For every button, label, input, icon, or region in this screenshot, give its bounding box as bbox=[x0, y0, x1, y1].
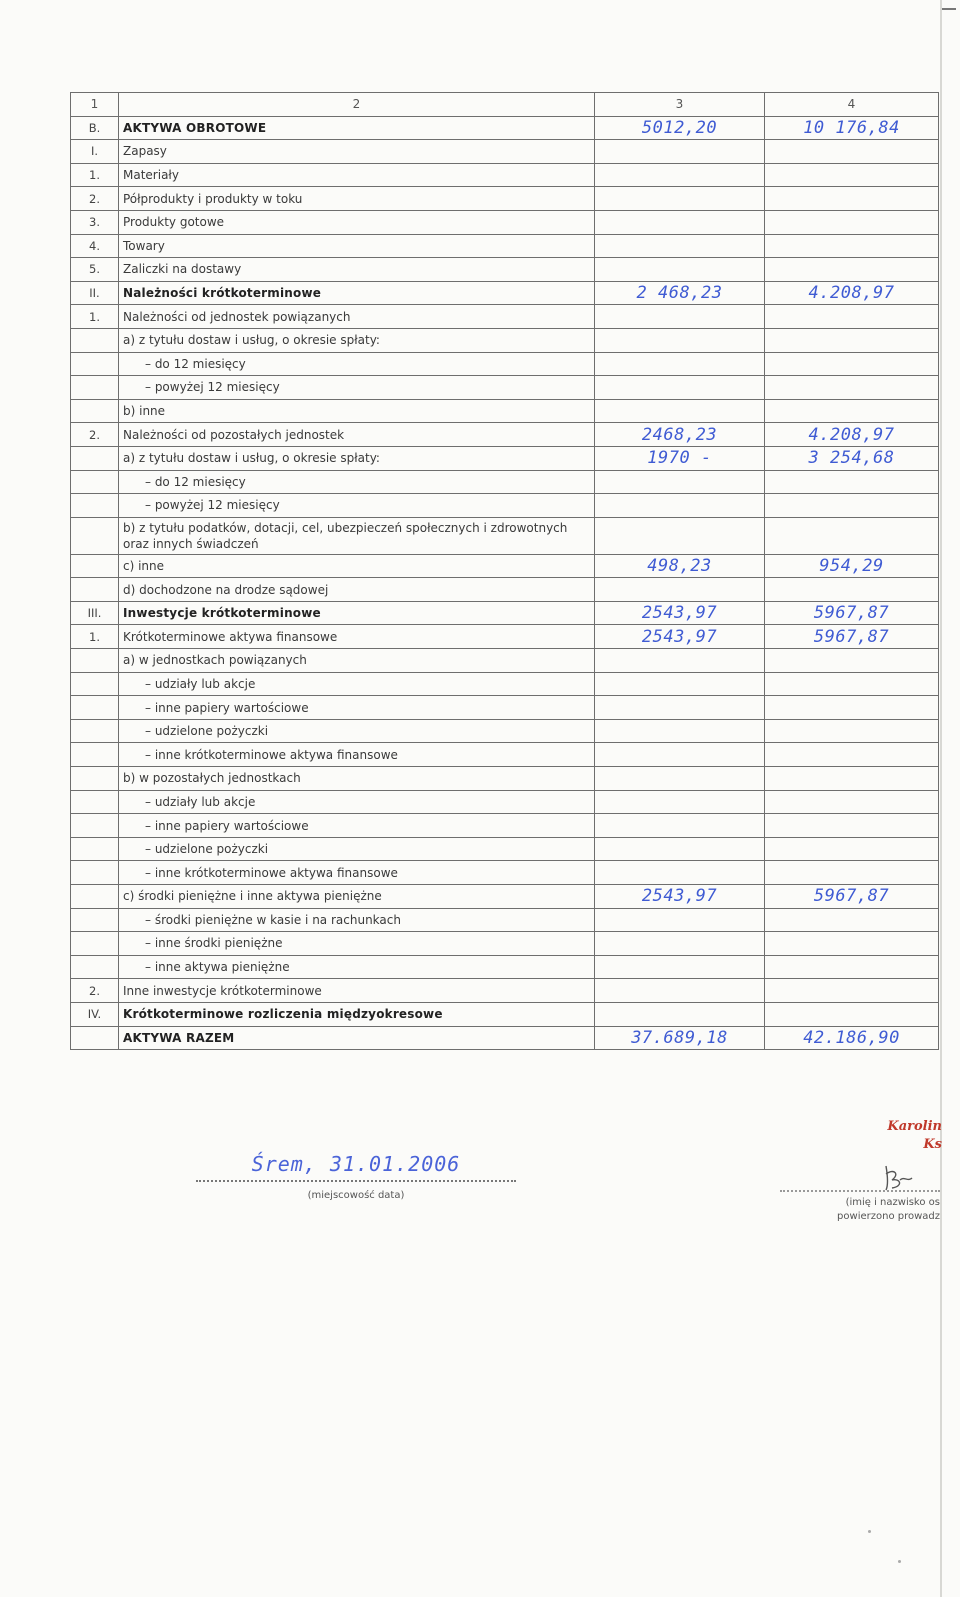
row-number: IV. bbox=[71, 1002, 119, 1026]
value-col-4 bbox=[765, 470, 939, 494]
table-row bbox=[71, 743, 939, 767]
row-label bbox=[119, 578, 595, 602]
table-row bbox=[71, 885, 939, 909]
table-row bbox=[71, 258, 939, 282]
table-row bbox=[71, 399, 939, 423]
value-col-3 bbox=[595, 861, 765, 885]
value-col-3 bbox=[595, 767, 765, 791]
value-col-3: 498,23 bbox=[595, 554, 765, 578]
row-label bbox=[119, 979, 595, 1003]
value-col-3 bbox=[595, 649, 765, 673]
value-col-3: 2543,97 bbox=[595, 885, 765, 909]
value-col-3 bbox=[595, 908, 765, 932]
row-number bbox=[71, 446, 119, 470]
row-number bbox=[71, 932, 119, 956]
row-number: 3. bbox=[71, 210, 119, 234]
value-col-3: 37.689,18 bbox=[595, 1026, 765, 1050]
row-label-text: – do 12 miesięcy bbox=[145, 356, 246, 371]
row-number bbox=[71, 352, 119, 376]
value-col-4 bbox=[765, 955, 939, 979]
row-number bbox=[71, 517, 119, 554]
row-label bbox=[119, 140, 595, 164]
value-col-4 bbox=[765, 649, 939, 673]
row-number: I. bbox=[71, 140, 119, 164]
row-number bbox=[71, 908, 119, 932]
value-col-3 bbox=[595, 234, 765, 258]
table-row bbox=[71, 649, 939, 673]
row-label bbox=[119, 399, 595, 423]
value-col-4 bbox=[765, 908, 939, 932]
table-row bbox=[71, 554, 939, 578]
row-label bbox=[119, 908, 595, 932]
value-col-3 bbox=[595, 399, 765, 423]
scan-speck bbox=[898, 1560, 901, 1563]
row-label-text: AKTYWA OBROTOWE bbox=[123, 120, 267, 135]
row-label bbox=[119, 234, 595, 258]
row-number bbox=[71, 554, 119, 578]
row-label bbox=[119, 625, 595, 649]
value-col-3 bbox=[595, 837, 765, 861]
row-number bbox=[71, 814, 119, 838]
row-label bbox=[119, 116, 595, 140]
table-row bbox=[71, 696, 939, 720]
scan-mark bbox=[942, 8, 956, 10]
value-col-4 bbox=[765, 767, 939, 791]
row-label-text: Zaliczki na dostawy bbox=[123, 262, 242, 277]
value-col-4 bbox=[765, 305, 939, 329]
table-row bbox=[71, 672, 939, 696]
row-label-text: – środki pieniężne w kasie i na rachunkach bbox=[145, 912, 401, 927]
value-col-4: 5967,87 bbox=[765, 601, 939, 625]
table-row bbox=[71, 517, 939, 554]
row-label-text: – inne papiery wartościowe bbox=[145, 818, 309, 833]
row-label bbox=[119, 423, 595, 447]
value-col-4 bbox=[765, 517, 939, 554]
row-label bbox=[119, 861, 595, 885]
value-col-3: 1970 - bbox=[595, 446, 765, 470]
row-number bbox=[71, 470, 119, 494]
value-col-3 bbox=[595, 814, 765, 838]
value-col-4 bbox=[765, 376, 939, 400]
row-number bbox=[71, 376, 119, 400]
row-label-text: Należności od pozostałych jednostek bbox=[123, 427, 345, 442]
row-number: 5. bbox=[71, 258, 119, 282]
table-row bbox=[71, 423, 939, 447]
value-col-3 bbox=[595, 140, 765, 164]
row-number: 2. bbox=[71, 979, 119, 1003]
value-col-4: 5967,87 bbox=[765, 885, 939, 909]
row-label-text: Produkty gotowe bbox=[123, 215, 225, 230]
value-col-3: 5012,20 bbox=[595, 116, 765, 140]
row-label bbox=[119, 210, 595, 234]
value-col-3: 2543,97 bbox=[595, 601, 765, 625]
row-label-text: b) inne bbox=[123, 404, 166, 419]
row-label-text: Należności od jednostek powiązanych bbox=[123, 309, 351, 324]
value-col-3 bbox=[595, 470, 765, 494]
row-label-text: AKTYWA RAZEM bbox=[123, 1030, 235, 1045]
value-col-4 bbox=[765, 979, 939, 1003]
table-row bbox=[71, 719, 939, 743]
value-col-3 bbox=[595, 979, 765, 1003]
row-label bbox=[119, 885, 595, 909]
row-number bbox=[71, 861, 119, 885]
value-col-3 bbox=[595, 696, 765, 720]
row-label bbox=[119, 187, 595, 211]
value-col-3 bbox=[595, 578, 765, 602]
row-label-text: – inne papiery wartościowe bbox=[145, 700, 309, 715]
table-row bbox=[71, 790, 939, 814]
table-row bbox=[71, 187, 939, 211]
table-row bbox=[71, 494, 939, 518]
company-stamp bbox=[862, 1118, 942, 1158]
signature-icon bbox=[878, 1160, 918, 1194]
row-number bbox=[71, 719, 119, 743]
row-label bbox=[119, 767, 595, 791]
table-row bbox=[71, 305, 939, 329]
row-label-text: – inne krótkoterminowe aktywa finansowe bbox=[145, 747, 398, 762]
value-col-3 bbox=[595, 719, 765, 743]
row-label-text: – powyżej 12 miesięcy bbox=[145, 380, 280, 395]
scan-speck bbox=[868, 1530, 871, 1533]
row-label bbox=[119, 376, 595, 400]
row-number: 1. bbox=[71, 163, 119, 187]
col-header-3: 3 bbox=[595, 93, 765, 117]
row-number: III. bbox=[71, 601, 119, 625]
row-label bbox=[119, 470, 595, 494]
row-label bbox=[119, 258, 595, 282]
row-label-text: a) w jednostkach powiązanych bbox=[123, 653, 307, 668]
value-col-4 bbox=[765, 163, 939, 187]
value-col-4: 954,29 bbox=[765, 554, 939, 578]
table-row bbox=[71, 578, 939, 602]
row-label-text: – inne aktywa pieniężne bbox=[145, 960, 290, 975]
row-number: 2. bbox=[71, 187, 119, 211]
row-label bbox=[119, 554, 595, 578]
row-label bbox=[119, 672, 595, 696]
value-col-3 bbox=[595, 743, 765, 767]
col-header-4: 4 bbox=[765, 93, 939, 117]
row-label-text: Zapasy bbox=[123, 144, 167, 159]
value-col-4: 3 254,68 bbox=[765, 446, 939, 470]
row-number bbox=[71, 328, 119, 352]
table-row bbox=[71, 210, 939, 234]
value-col-3 bbox=[595, 210, 765, 234]
table-row bbox=[71, 116, 939, 140]
col-header-1: 1 bbox=[71, 93, 119, 117]
row-label bbox=[119, 790, 595, 814]
row-label-text: a) z tytułu dostaw i usług, o okresie spłaty: bbox=[123, 333, 380, 348]
value-col-3 bbox=[595, 187, 765, 211]
signer-line-1: (imię i nazwisko os bbox=[845, 1197, 940, 1208]
row-label bbox=[119, 281, 595, 305]
table-row bbox=[71, 955, 939, 979]
value-col-4 bbox=[765, 672, 939, 696]
value-col-3 bbox=[595, 328, 765, 352]
row-label-text: – inne środki pieniężne bbox=[145, 936, 283, 951]
value-col-4: 4.208,97 bbox=[765, 281, 939, 305]
stamp-line-1: Karolin bbox=[887, 1119, 942, 1134]
value-col-3 bbox=[595, 517, 765, 554]
value-col-3 bbox=[595, 163, 765, 187]
table-row bbox=[71, 140, 939, 164]
table-row bbox=[71, 625, 939, 649]
row-label bbox=[119, 328, 595, 352]
table-row bbox=[71, 281, 939, 305]
row-number bbox=[71, 494, 119, 518]
value-col-4: 5967,87 bbox=[765, 625, 939, 649]
row-label-text: Krótkoterminowe aktywa finansowe bbox=[123, 629, 338, 644]
place-date-block bbox=[196, 1152, 516, 1201]
place-date-value: Śrem, 31.01.2006 bbox=[196, 1152, 516, 1182]
row-label-text: b) w pozostałych jednostkach bbox=[123, 771, 301, 786]
row-number bbox=[71, 837, 119, 861]
row-label bbox=[119, 517, 595, 554]
row-number bbox=[71, 743, 119, 767]
table-row bbox=[71, 163, 939, 187]
row-label bbox=[119, 352, 595, 376]
table-row bbox=[71, 234, 939, 258]
value-col-3 bbox=[595, 932, 765, 956]
row-label bbox=[119, 494, 595, 518]
scan-edge bbox=[940, 0, 942, 1597]
row-label bbox=[119, 601, 595, 625]
row-label-text: – udziały lub akcje bbox=[145, 676, 256, 691]
header-row bbox=[71, 93, 939, 117]
row-label-text: c) inne bbox=[123, 558, 165, 573]
row-label-text: Krótkoterminowe rozliczenia międzyokresowe bbox=[123, 1007, 443, 1022]
row-label bbox=[119, 649, 595, 673]
value-col-3 bbox=[595, 955, 765, 979]
signer-caption bbox=[800, 1196, 940, 1224]
row-label-text: d) dochodzone na drodze sądowej bbox=[123, 582, 329, 597]
row-label-text: Należności krótkoterminowe bbox=[123, 286, 322, 301]
value-col-4 bbox=[765, 494, 939, 518]
row-label bbox=[119, 1002, 595, 1026]
value-col-4: 10 176,84 bbox=[765, 116, 939, 140]
row-label bbox=[119, 932, 595, 956]
signature-line bbox=[780, 1190, 940, 1192]
value-col-3 bbox=[595, 258, 765, 282]
row-label-text: – powyżej 12 miesięcy bbox=[145, 498, 280, 513]
row-label bbox=[119, 1026, 595, 1050]
value-col-4 bbox=[765, 696, 939, 720]
row-number bbox=[71, 578, 119, 602]
place-date-label: (miejscowość data) bbox=[307, 1190, 405, 1201]
value-col-4 bbox=[765, 1002, 939, 1026]
row-label bbox=[119, 837, 595, 861]
row-number: B. bbox=[71, 116, 119, 140]
row-label-text: – udziały lub akcje bbox=[145, 794, 256, 809]
value-col-4 bbox=[765, 140, 939, 164]
value-col-4: 4.208,97 bbox=[765, 423, 939, 447]
row-label-text: b) z tytułu podatków, dotacji, cel, ubezpieczeń społecznych i zdrowotnych oraz innych świadczeń bbox=[123, 520, 568, 551]
row-label-text: Inwestycje krótkoterminowe bbox=[123, 606, 321, 621]
row-label bbox=[119, 814, 595, 838]
row-label bbox=[119, 163, 595, 187]
table-row bbox=[71, 814, 939, 838]
table-row bbox=[71, 446, 939, 470]
table-row bbox=[71, 376, 939, 400]
value-col-3 bbox=[595, 352, 765, 376]
row-number: 2. bbox=[71, 423, 119, 447]
row-number bbox=[71, 399, 119, 423]
value-col-4 bbox=[765, 258, 939, 282]
row-label-text: c) środki pieniężne i inne aktywa pieniężne bbox=[123, 889, 382, 904]
value-col-3 bbox=[595, 494, 765, 518]
row-label-text: Inne inwestycje krótkoterminowe bbox=[123, 983, 322, 998]
signer-line-2: powierzono prowadz bbox=[837, 1211, 940, 1222]
value-col-4 bbox=[765, 719, 939, 743]
row-label bbox=[119, 743, 595, 767]
table-row bbox=[71, 601, 939, 625]
value-col-3 bbox=[595, 1002, 765, 1026]
row-label bbox=[119, 696, 595, 720]
row-number bbox=[71, 672, 119, 696]
row-number bbox=[71, 767, 119, 791]
row-label bbox=[119, 955, 595, 979]
table-row bbox=[71, 837, 939, 861]
value-col-4 bbox=[765, 352, 939, 376]
value-col-4: 42.186,90 bbox=[765, 1026, 939, 1050]
balance-sheet-table bbox=[70, 92, 939, 1050]
value-col-3: 2 468,23 bbox=[595, 281, 765, 305]
value-col-4 bbox=[765, 399, 939, 423]
value-col-4 bbox=[765, 790, 939, 814]
row-number bbox=[71, 696, 119, 720]
row-label-text: – do 12 miesięcy bbox=[145, 474, 246, 489]
col-header-2: 2 bbox=[119, 93, 595, 117]
row-number bbox=[71, 1026, 119, 1050]
value-col-3 bbox=[595, 672, 765, 696]
row-number bbox=[71, 790, 119, 814]
value-col-4 bbox=[765, 861, 939, 885]
table-row bbox=[71, 932, 939, 956]
value-col-4 bbox=[765, 210, 939, 234]
row-number bbox=[71, 885, 119, 909]
table-row bbox=[71, 979, 939, 1003]
value-col-4 bbox=[765, 743, 939, 767]
row-label-text: a) z tytułu dostaw i usług, o okresie spłaty: bbox=[123, 451, 380, 466]
value-col-3: 2468,23 bbox=[595, 423, 765, 447]
table-row bbox=[71, 908, 939, 932]
row-label-text: Towary bbox=[123, 238, 165, 253]
table-row bbox=[71, 861, 939, 885]
value-col-4 bbox=[765, 837, 939, 861]
value-col-3 bbox=[595, 305, 765, 329]
stamp-line-2: Ks bbox=[923, 1137, 942, 1152]
row-number bbox=[71, 955, 119, 979]
row-number: II. bbox=[71, 281, 119, 305]
row-number: 1. bbox=[71, 305, 119, 329]
row-label-text: Materiały bbox=[123, 168, 179, 183]
table-row bbox=[71, 767, 939, 791]
row-label-text: – udzielone pożyczki bbox=[145, 724, 269, 739]
row-label bbox=[119, 719, 595, 743]
row-label bbox=[119, 305, 595, 329]
table-row bbox=[71, 1026, 939, 1050]
row-label bbox=[119, 446, 595, 470]
row-number bbox=[71, 649, 119, 673]
value-col-3: 2543,97 bbox=[595, 625, 765, 649]
value-col-3 bbox=[595, 790, 765, 814]
table-row bbox=[71, 470, 939, 494]
value-col-4 bbox=[765, 578, 939, 602]
table-row bbox=[71, 1002, 939, 1026]
value-col-4 bbox=[765, 932, 939, 956]
row-number: 4. bbox=[71, 234, 119, 258]
row-label-text: Półprodukty i produkty w toku bbox=[123, 191, 303, 206]
table-row bbox=[71, 328, 939, 352]
row-number: 1. bbox=[71, 625, 119, 649]
value-col-4 bbox=[765, 328, 939, 352]
value-col-4 bbox=[765, 187, 939, 211]
value-col-3 bbox=[595, 376, 765, 400]
table-row bbox=[71, 352, 939, 376]
row-label-text: – udzielone pożyczki bbox=[145, 842, 269, 857]
row-label-text: – inne krótkoterminowe aktywa finansowe bbox=[145, 865, 398, 880]
value-col-4 bbox=[765, 814, 939, 838]
value-col-4 bbox=[765, 234, 939, 258]
